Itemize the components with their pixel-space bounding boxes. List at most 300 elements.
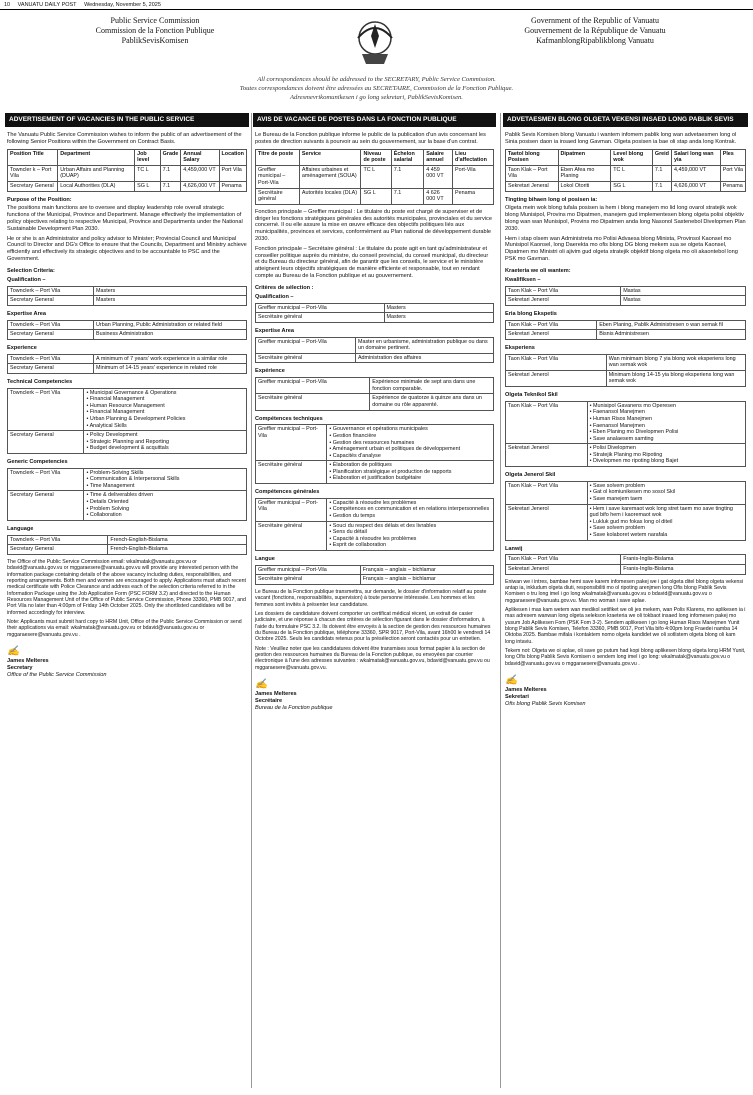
cell: 7.1 bbox=[391, 165, 423, 188]
cell: Masters bbox=[384, 303, 493, 313]
table-row bbox=[256, 565, 494, 575]
list-item: • Élaboration et justification budgétaire bbox=[329, 475, 491, 482]
col-header: Ples bbox=[720, 149, 745, 165]
purpose-heading: Tingting bihaen long ol posisen ia: bbox=[505, 196, 598, 203]
generic-table bbox=[7, 468, 247, 521]
closing-text: Eniwan we i intres, bambae hemi save karem infomesen pakej we i gat olgeta ditel blong olgeta vekensi antap ia, inkludum olgeta diuti, responsibiliti mo ol ripoting arenjmen long Ofis blong Pablik Sevis Komisen o tru long imel i go long wkalmatak@vanuatu.gov.vu o bdavid@vanuatu.gov.vu o mggaraesere@vanuatu.gov.vu. Man mo woman i save aplae. bbox=[505, 578, 744, 604]
generic-heading: Generic Competencies bbox=[7, 458, 68, 465]
note-text: Note: Applicants must submit hard copy to HRM Unit, Office of the Public Service Commission or send their applications via email: wkalmatak@vanuatu.gov.vu or bdavid@vanuatu.gov.vu or mggaraesere@vanuatu.gov.vu . bbox=[7, 618, 242, 638]
table-row bbox=[506, 165, 746, 181]
cell: Secretary General bbox=[8, 296, 94, 306]
selection-heading: Kraeteria we oli wantem: bbox=[505, 267, 571, 274]
cell: Expérience minimale de sept ans dans une fonction comparable. bbox=[370, 378, 494, 394]
generic-heading: Compétences générales bbox=[255, 489, 320, 496]
table-row bbox=[256, 521, 494, 550]
cell: Masters bbox=[384, 313, 493, 323]
list-item: • Divelopmen mo ripoting blong Bajet bbox=[590, 458, 743, 465]
list-item: • Polisi Divelopmen bbox=[590, 445, 743, 452]
qualification-heading: Kwalifiksen – bbox=[505, 276, 541, 283]
purpose-text: The positions main functions are to oversee and display leadership role overall strategic functions of the Municipal, Province and Department. Manage effectively the implementation of policy objectives relating to respective Municipal, Province and Departments under the National Sustainable Development Plan 2030. bbox=[7, 205, 243, 232]
technical-heading: Olgeta Teknikol Skil bbox=[505, 391, 558, 398]
cell: French-English-Bislama bbox=[108, 545, 247, 555]
cell: 4,459,000 VT bbox=[671, 165, 720, 181]
generic-table bbox=[505, 481, 746, 541]
col-header: Salari long wan yia bbox=[671, 149, 720, 165]
technical-table bbox=[255, 424, 494, 484]
cell: 7.1 bbox=[652, 182, 671, 192]
list-item: • Esprit de collaboration bbox=[329, 542, 491, 549]
psc-letterhead bbox=[30, 16, 280, 46]
selection-heading: Critères de sélection : bbox=[255, 284, 314, 291]
purpose-text-2: Hem i stap olsem wan Administreta mo Polisi Advaesa blong Minista, Provinsol Kaonsel mo Munisipol Kaonsel, long Daerektа mo ofis blong DG blong mekem sua se olgeta Kaonsel, Dipatmen mo Ministri oli ajivim gud olgeta stratejik objektif blong olgeta mo oli akaontebol long PSK mo Gavman. bbox=[505, 235, 738, 263]
experience-heading: Eksperiens bbox=[505, 344, 535, 351]
expertise-table bbox=[505, 320, 746, 340]
signature-icon: ✍ bbox=[255, 679, 268, 691]
qualification-table bbox=[7, 286, 247, 306]
table-row bbox=[8, 468, 247, 491]
cell: Sekretari Jenerol bbox=[506, 565, 621, 575]
list-item: • Budget development & acquittals bbox=[86, 445, 244, 452]
cell: Eben Afea mo Planing bbox=[558, 165, 611, 181]
experience-table bbox=[505, 354, 746, 387]
signatory-title: Sekretari bbox=[505, 694, 529, 701]
list-item: • Hem i save karemaot wok long stret taem mo save tingting gud bifo hem i kaoremaot wok bbox=[590, 506, 743, 519]
list-item: • Financial Management bbox=[86, 409, 244, 416]
table-row bbox=[506, 444, 746, 467]
expertise-heading: Eria blong Ekspetis bbox=[505, 310, 557, 317]
bislama-column bbox=[505, 132, 746, 708]
list-item: • Gestion financière bbox=[329, 433, 491, 440]
cell: Secrétaire général bbox=[256, 353, 356, 363]
correspondence-note bbox=[0, 76, 753, 103]
table-row bbox=[8, 491, 247, 520]
list-item: • Save solvem problem bbox=[590, 483, 743, 490]
column-divider bbox=[500, 113, 501, 1088]
list-item: • Gat ol komiunikesen mo sosol Skil bbox=[590, 489, 743, 496]
signatory-title: Secretary bbox=[7, 664, 33, 671]
gov-letterhead bbox=[470, 16, 720, 46]
list-item: • Eben Planing mo Divelopmen Polisi bbox=[590, 429, 743, 436]
list-item: • Élaboration de politiques bbox=[329, 462, 491, 469]
col-header: Location bbox=[219, 149, 247, 165]
section-header-bi: ADVETAESMEN BLONG OLGETA VEKENSI INSAED LONG PABLIK SEVIS bbox=[503, 113, 748, 127]
cell: Taon Klak – Port Vila bbox=[506, 320, 597, 330]
main-function-text: Fonction principale – Greffier municipal : Le titulaire du poste est chargé de superviser et de diriger les fonctions stratégiques générales des autorités municipales, provinciales et du service concerné. Il ou elle assure la mise en œuvre efficace des objectifs politiques liés aux municipalités, provinces et services, conformément au Plan national de développement durable 2030. bbox=[255, 208, 492, 243]
table-row bbox=[256, 165, 494, 188]
cell: Secrétaire général bbox=[256, 461, 327, 484]
list-item: • Problem-Solving Skills bbox=[86, 470, 244, 477]
cell: Mastas bbox=[621, 296, 746, 306]
vacancy-table bbox=[255, 149, 494, 205]
newspaper-name: VANUATU DAILY POST bbox=[17, 2, 77, 8]
table-row bbox=[8, 535, 247, 545]
intro-text: Pablik Sevis Komisen blong Vanuatu i wantem infomem pablik long wan advetaesmen long ol Sinia posisen daon ia insaed long Gavman. Olgeta posisen ia bae oli stap anda long Kontrak. bbox=[505, 132, 737, 145]
expertise-heading: Expertise Area bbox=[7, 310, 46, 317]
cell: Autorités locales (DLA) bbox=[299, 188, 361, 204]
cell: Secrétaire général bbox=[256, 313, 385, 323]
list-item: • Strategic Planning and Reporting bbox=[86, 439, 244, 446]
col-header: Department bbox=[58, 149, 135, 165]
cell: 4,459,000 VT bbox=[181, 165, 219, 181]
cell: Secretary General bbox=[8, 491, 84, 520]
table-row bbox=[506, 504, 746, 540]
cell: Secrétaire général bbox=[256, 188, 300, 204]
table-row bbox=[506, 182, 746, 192]
cell: Greffier municipal – Port-Vila bbox=[256, 378, 370, 394]
table-row bbox=[256, 575, 494, 585]
table-row bbox=[8, 364, 247, 374]
cell: 7.1 bbox=[160, 182, 181, 192]
cell: Greffier municipal – Port-Vila bbox=[256, 425, 327, 461]
col-header: Service bbox=[299, 149, 361, 165]
closing-text-2: Les dossiers de candidature doivent comporter un certificat médical récent, un extrait de casier judiciaire, et une réponse à chacun des critères de sélection figurant dans le dossier d'information, à l'aide du formulaire PSC 3.2. Ils doivent être envoyés à la section de gestion des ressources humaines du Bureau de la Fonction publique, téléphone 33360, SPR 9017, Port-Vila, avant 16h00 le vendredi 14 Octobre 2025. Seuls les candidats retenus pour la présélection seront contactés pour un entretien. bbox=[255, 611, 491, 643]
cell: Taon Klak – Port Vila bbox=[506, 481, 588, 504]
signature-icon: ✍ bbox=[7, 645, 20, 657]
cell: Penama bbox=[720, 182, 745, 192]
cell: Sekretari Jenerol bbox=[506, 296, 621, 306]
col-header: Titre de poste bbox=[256, 149, 300, 165]
col-header: Grade bbox=[160, 149, 181, 165]
french-column bbox=[255, 132, 494, 712]
list-item: • Save manejem taem bbox=[590, 496, 743, 503]
list-item: • Municipal Governance & Operations bbox=[86, 390, 244, 397]
table-row bbox=[506, 354, 746, 370]
cell: Business Administration bbox=[94, 330, 247, 340]
cell: Expérience de quatorze à quinze ans dans un domaine ou rôle apparenté. bbox=[370, 394, 494, 410]
cell: Penama bbox=[219, 182, 247, 192]
experience-table bbox=[255, 377, 494, 410]
list-item: • Capacités d'analyse bbox=[329, 453, 491, 460]
org-name-fr: Commission de la Fonction Publique bbox=[95, 26, 215, 35]
generic-table bbox=[255, 498, 494, 551]
gov-name-fr: Gouvernement de la République de Vanuatu bbox=[524, 26, 666, 35]
signature-block bbox=[7, 646, 247, 679]
qualification-table bbox=[505, 286, 746, 306]
closing-text: Le Bureau de la Fonction publique transmettra, sur demande, le dossier d'information relatif au poste vacant (fonctions, responsabilités, supervision) à toute personne intéressée. Les hommes et les femmes sont invités à présenter leur candidature. bbox=[255, 589, 487, 608]
cell: Sekretari Jenerol bbox=[506, 504, 588, 540]
signature-icon: ✍ bbox=[505, 675, 518, 687]
cell: Masters bbox=[94, 296, 247, 306]
signature-block bbox=[255, 679, 494, 712]
cell: Secretary General bbox=[8, 330, 94, 340]
cell: Greffier municipal – Port-Vila bbox=[256, 337, 356, 353]
qualification-heading: Qualification – bbox=[7, 276, 46, 283]
cell: Eben Planing, Pablik Administresen o wan semak fil bbox=[597, 320, 746, 330]
cell: Secretary General bbox=[8, 182, 58, 192]
col-header: Level blong wok bbox=[611, 149, 653, 165]
list-item: • Time & deliverables driven bbox=[86, 492, 244, 499]
cell: Taon Klak – Port Vila bbox=[506, 401, 588, 444]
col-header: Salaire annuel bbox=[424, 149, 453, 165]
cell: Townclerk – Port Vila bbox=[8, 388, 84, 431]
cell: Secretary General bbox=[8, 364, 94, 374]
list-item: • Lukluk gud mo fokas long ol diteil bbox=[590, 519, 743, 526]
signatory-office: Office of the Public Service Commission bbox=[7, 671, 107, 678]
table-row bbox=[506, 370, 746, 386]
list-item: • Faenansol Manejmen bbox=[590, 423, 743, 430]
language-heading: Lanwij bbox=[505, 545, 523, 552]
cell: Port Vila bbox=[720, 165, 745, 181]
org-name-en: Public Service Commission bbox=[110, 16, 200, 25]
signatory-name: James Melteres bbox=[255, 691, 297, 698]
cell: Port Vila bbox=[219, 165, 247, 181]
experience-table bbox=[7, 354, 247, 374]
selection-heading: Selection Criteria: bbox=[7, 267, 55, 274]
list-item: • Munisipol Gavanens mo Operesen bbox=[590, 403, 743, 410]
list-item: • Save kolaboret wetem narafala bbox=[590, 532, 743, 539]
cell: Mastas bbox=[621, 286, 746, 296]
technical-table bbox=[505, 401, 746, 467]
language-heading: Language bbox=[7, 525, 34, 532]
cell: Wan minimam blong 7 yia blong wok eksperiens long wan semak wok bbox=[606, 354, 745, 370]
list-item: • Save solvem problem bbox=[590, 525, 743, 532]
table-row bbox=[8, 545, 247, 555]
list-item: • Aménagement urbain et politiques de développement bbox=[329, 446, 491, 453]
list-item: • Save analaesem samting bbox=[590, 436, 743, 443]
table-row bbox=[8, 431, 247, 454]
expertise-table bbox=[255, 337, 494, 364]
table-row bbox=[256, 188, 494, 204]
cell: 7.1 bbox=[160, 165, 181, 181]
corr-en: All correspondences should be addressed to the SECRETARY, Public Service Commission. bbox=[257, 76, 496, 83]
cell: 4,626,000 VT bbox=[181, 182, 219, 192]
table-row bbox=[256, 378, 494, 394]
technical-heading: Compétences techniques bbox=[255, 415, 323, 422]
expertise-table bbox=[7, 320, 247, 340]
closing-text: The Office of the Public Service Commission email: wkalmatak@vanuatu.gov.vu or bdavid@vanuatu.gov.vu or mggaraesere@vanuatu.gov.vu will provide any interested person with the information package containing details of the above vacancy including duties, responsibilities, and reporting arrangements. Both men and women are encouraged to apply. Applications must attach recent medical certificate with Police Clearance and address each of the selection criteria referred to in the Information Package using the Job Application Form (PSC FORM 3.2) and directed to the Human Resources Management Unit of the Office of Public Service Commission, Phone 33360, PMB 9017, and Port Vila no later than 4:00pm of Friday 14th October 2025. Only the shortlisted candidates will be informed accordingly for interview. bbox=[7, 558, 246, 616]
language-table bbox=[255, 565, 494, 585]
purpose-heading: Purpose of the Position: bbox=[7, 196, 72, 203]
cell: Taon Klak – Port Vila bbox=[506, 286, 621, 296]
col-header: Annual Salary bbox=[181, 149, 219, 165]
list-item: • Gestion des ressources humaines bbox=[329, 440, 491, 447]
cell: TC L bbox=[611, 165, 653, 181]
table-row bbox=[8, 354, 247, 364]
cell: Sekretari Jenerol bbox=[506, 330, 597, 340]
signatory-name: James Melteres bbox=[7, 658, 49, 665]
cell: Franis-Inglis-Bislama bbox=[621, 565, 746, 575]
page-number: 10 bbox=[4, 2, 11, 8]
cell: 4,626,000 VT bbox=[671, 182, 720, 192]
cell: Greffier municipal – Port-Vila bbox=[256, 165, 300, 188]
cell: Secretary General bbox=[8, 431, 84, 454]
intro-text: The Vanuatu Public Service Commission wishes to inform the public of an advertisement of the following Senior Positions within the Government on Contract Basis. bbox=[7, 132, 242, 145]
qualification-heading: Qualification – bbox=[255, 293, 294, 300]
signatory-office: Ofis blong Pablik Sevis Komisen bbox=[505, 700, 586, 707]
list-item: • Problem Solving bbox=[86, 506, 244, 513]
table-row bbox=[8, 182, 247, 192]
expertise-heading: Expertise Area bbox=[255, 327, 294, 334]
cell: SG L bbox=[611, 182, 653, 192]
list-item: • Human Resource Management bbox=[86, 403, 244, 410]
list-item: • Collaboration bbox=[86, 512, 244, 519]
table-row bbox=[8, 165, 247, 181]
cell: Sekretari Jeneral bbox=[506, 182, 559, 192]
list-item: • Stratejik Planing mo Ripoting bbox=[590, 452, 743, 459]
section-header-en: ADVERTISEMENT OF VACANCIES IN THE PUBLIC SERVICE bbox=[5, 113, 249, 127]
english-column bbox=[7, 132, 247, 679]
list-item: • Policy Development bbox=[86, 432, 244, 439]
table-row bbox=[506, 286, 746, 296]
purpose-text-2: He or she is an Administrator and policy advisor to Minister; Provincial Council and Municipal Council to Director and DG's Office to ensure that the Councils, Department and Ministry achieve efficiently and effectively its strategic objectives and to be accountable to PSC and the Government. bbox=[7, 235, 247, 263]
cell: Affaires urbaines et aménagement (SOUA) bbox=[299, 165, 361, 188]
cell: Townclerk – Port Vila bbox=[8, 286, 94, 296]
org-name-bi: PablikSevisKomisen bbox=[121, 36, 189, 45]
table-row bbox=[506, 330, 746, 340]
cell: Greffier municipal – Port-Vila bbox=[256, 303, 385, 313]
table-row bbox=[256, 425, 494, 461]
table-row bbox=[506, 565, 746, 575]
cell: Townclerk – Port Vila bbox=[8, 320, 94, 330]
cell: Greffier municipal – Port-Vila bbox=[256, 498, 327, 521]
list-item: • Gouvernance et opérations municipales bbox=[329, 426, 491, 433]
cell: Minimam blong 14-15 yia blong eksperiens long wan semak wok bbox=[606, 370, 745, 386]
list-item: • Time Management bbox=[86, 483, 244, 490]
signatory-name: James Melteres bbox=[505, 687, 547, 694]
list-item: • Faenansol Manejmen bbox=[590, 409, 743, 416]
cell: Secrétaire général bbox=[256, 575, 361, 585]
cell: 4 459 000 VT bbox=[424, 165, 453, 188]
col-header: Job level bbox=[135, 149, 161, 165]
table-row bbox=[256, 461, 494, 484]
col-header: Taetol blong Posisen bbox=[506, 149, 559, 165]
list-item: • Souci du respect des délais et des livrables bbox=[329, 523, 491, 530]
cell: Port-Vila bbox=[453, 165, 494, 188]
corr-bi: Adresmevrikomunikesen i go long sekretari, PablikSevisKomisen. bbox=[290, 93, 463, 101]
table-row bbox=[256, 498, 494, 521]
cell: Townclerk – Port Vila bbox=[8, 354, 94, 364]
language-heading: Langue bbox=[255, 556, 275, 563]
cell: Secrétaire général bbox=[256, 521, 327, 550]
cell: Townclerk – Port Vila bbox=[8, 468, 84, 491]
table-row bbox=[8, 296, 247, 306]
list-item: • Communication & Interpersonal Skills bbox=[86, 476, 244, 483]
qualification-table bbox=[255, 303, 494, 323]
cell: Français – anglais – bichlamar bbox=[360, 575, 493, 585]
list-item: • Capacité à résoudre les problèmes bbox=[329, 500, 491, 507]
signatory-office: Bureau de la Fonction publique bbox=[255, 704, 333, 711]
cell: Administration des affaires bbox=[355, 353, 493, 363]
section-header-fr: AVIS DE VACANCE DE POSTES DANS LA FONCTION PUBLIQUE bbox=[253, 113, 496, 127]
list-item: • Planification stratégique et production de rapports bbox=[329, 469, 491, 476]
cell: Taon Klak – Port Vila bbox=[506, 165, 559, 181]
table-row bbox=[8, 388, 247, 431]
cell: Taon Klak – Port Vila bbox=[506, 555, 621, 565]
cell: Minimum of 14-15 years' experience in related role bbox=[94, 364, 247, 374]
cell: Français – anglais – bichlamar bbox=[360, 565, 493, 575]
language-table bbox=[7, 535, 247, 555]
table-row bbox=[506, 555, 746, 565]
col-header: Lieu d'affectation bbox=[453, 149, 494, 165]
language-table bbox=[505, 554, 746, 574]
list-item: • Gestion du temps bbox=[329, 513, 491, 520]
issue-date: Wednesday, November 5, 2025 bbox=[84, 2, 161, 8]
cell: Master en urbanisme, administration publique ou dans un domaine pertinent. bbox=[355, 337, 493, 353]
technical-table bbox=[7, 388, 247, 454]
cell: SG L bbox=[361, 188, 391, 204]
cell: Secretary General bbox=[8, 545, 108, 555]
table-row bbox=[506, 481, 746, 504]
cell: Urban Affairs and Planning (DUAP) bbox=[58, 165, 135, 181]
table-row bbox=[8, 286, 247, 296]
coat-of-arms-icon bbox=[350, 14, 400, 68]
cell: 7.1 bbox=[391, 188, 423, 204]
cell: Towncler k – Port Vila bbox=[8, 165, 58, 181]
col-header: Greid bbox=[652, 149, 671, 165]
cell: Local Authorities (DLA) bbox=[58, 182, 135, 192]
purpose-text: Olgeta mein wok blong tufala posisen ia hem i blong manejem mo lid long ovarol stratejik wok blong Munisipol, Provins mo Dipatmen, manejem gud implementesen blong olgeta polisi objektiv blong wan wan Munisipol, Provins mo Dipatmen anda long Nasonol Sastenebol Divelopmen Plan 2030. bbox=[505, 205, 746, 232]
cell: Bisnis Administresen bbox=[597, 330, 746, 340]
cell: Sekretari Jenerol bbox=[506, 444, 588, 467]
cell: 4 626 000 VT bbox=[424, 188, 453, 204]
cell: Masters bbox=[94, 286, 247, 296]
generic-heading: Olgeta Jenerol Skil bbox=[505, 472, 556, 479]
list-item: • Human Risos Manejmen bbox=[590, 416, 743, 423]
main-function-text-2: Fonction principale – Secrétaire général : Le titulaire du poste agit en tant qu'administrateur et conseiller politique auprès du ministre, du conseil provincial, du conseil municipal, du directeur et du Bureau du directeur général, afin de garantir que les conseils, le service et le ministère atteignent leurs objectifs stratégiques de manière efficiente et responsable, tout en rendant compte au Bureau de la Fonction publique et au gouvernement. bbox=[255, 245, 489, 280]
technical-heading: Technical Competencies bbox=[7, 378, 73, 385]
col-header: Position Title bbox=[8, 149, 58, 165]
experience-heading: Experience bbox=[7, 344, 37, 351]
table-row bbox=[256, 313, 494, 323]
note-text: Tekem not: Olgeta we oi aplae, oli save go putum had kopi blong aplikesen blong olgeta long HRM Yunit, long Ofis blong Pablik Sevis Komisen o sendem long imel i go long: wkalmatak@vanuatu.gov.vu o bdavid@vanuatu.gov.vu o mggaraesere@vanuatu.gov.vu . bbox=[505, 648, 746, 667]
table-row bbox=[8, 330, 247, 340]
cell: SG L bbox=[135, 182, 161, 192]
cell: A minimum of 7 years' work experience in a similar role bbox=[94, 354, 247, 364]
corr-fr: Toutes correspondances doivent être adressées au SECRETAIRE, Commission de la Fonction Publique. bbox=[239, 84, 514, 92]
note-text: Note : Veuillez noter que les candidatures doivent être transmises sous format papier à la section de gestion des ressources humaines du Bureau de la Fonction publique, ou envoyées par courrier électronique à l'une des adresses suivantes : wkalmatak@vanuatu.gov.vu, bdavid@vanuatu.gov.vu ou mggaraesere@vanuatu.gov.vu. bbox=[255, 645, 490, 671]
col-header: Échelon salarial bbox=[391, 149, 423, 165]
closing-text-2: Aplikesen i mas kam wetem wan medikol setifiket we oli jes mekem, wan Polis Klarens, mo aplikesen ia i mas adresem wanwan long olgeta selekson kraeteria we oli tokbaot insaed long infomesen pakej mo yusum Job Aplikesen Fom (PSK Fom 3-2). Sendem aplikesen i go long Human Risos Manejmen Yunit blong Pablik Sevis Komisen, Telefon 33360, PMB 9017, Port Vila bifo 4:00pm long Fraedei namba 14 Oktoba 2025. Bambae mifala i kontaktem nomo olgeta kandidet we oli sotlistem olgeta blong oli kam long intaviu. bbox=[505, 607, 746, 645]
table-row bbox=[256, 337, 494, 353]
cell: Sekretari Jenerol bbox=[506, 370, 607, 386]
vacancy-table bbox=[505, 149, 746, 192]
cell: 7.1 bbox=[652, 165, 671, 181]
table-row bbox=[506, 320, 746, 330]
table-row bbox=[256, 353, 494, 363]
cell: Urban Planning, Public Administration or related field bbox=[94, 320, 247, 330]
table-row bbox=[506, 296, 746, 306]
table-row bbox=[506, 401, 746, 444]
list-item: • Details Oriented bbox=[86, 499, 244, 506]
list-item: • Compétences en communication et en relations interpersonnelles bbox=[329, 506, 491, 513]
cell: TC L bbox=[135, 165, 161, 181]
list-item: • Capacité à résoudre les problèmes bbox=[329, 536, 491, 543]
list-item: • Financial Management bbox=[86, 396, 244, 403]
cell: French-English-Bislama bbox=[108, 535, 247, 545]
cell: Taon Klak – Port Vila bbox=[506, 354, 607, 370]
signature-block bbox=[505, 675, 746, 708]
cell: Penama bbox=[453, 188, 494, 204]
cell: Secrétaire général bbox=[256, 394, 370, 410]
gov-name-bi: KafmanblongRipablikblong Vanuatu bbox=[536, 36, 654, 45]
col-header: Niveau de poste bbox=[361, 149, 391, 165]
cell: Greffier municipal – Port-Vila bbox=[256, 565, 361, 575]
column-divider bbox=[251, 113, 252, 1088]
table-row bbox=[256, 394, 494, 410]
list-item: • Sens du détail bbox=[329, 529, 491, 536]
cell: Townclerk – Port Vila bbox=[8, 535, 108, 545]
gov-name-en: Government of the Republic of Vanuatu bbox=[530, 16, 660, 25]
page-header bbox=[0, 0, 753, 10]
list-item: • Analytical Skills bbox=[86, 423, 244, 430]
table-row bbox=[8, 320, 247, 330]
table-row bbox=[256, 303, 494, 313]
list-item: • Urban Planning & Development Policies bbox=[86, 416, 244, 423]
cell: TC L bbox=[361, 165, 391, 188]
cell: Franis-Inglis-Bislama bbox=[621, 555, 746, 565]
experience-heading: Expérience bbox=[255, 368, 285, 375]
cell: Lokol Otoriti bbox=[558, 182, 611, 192]
